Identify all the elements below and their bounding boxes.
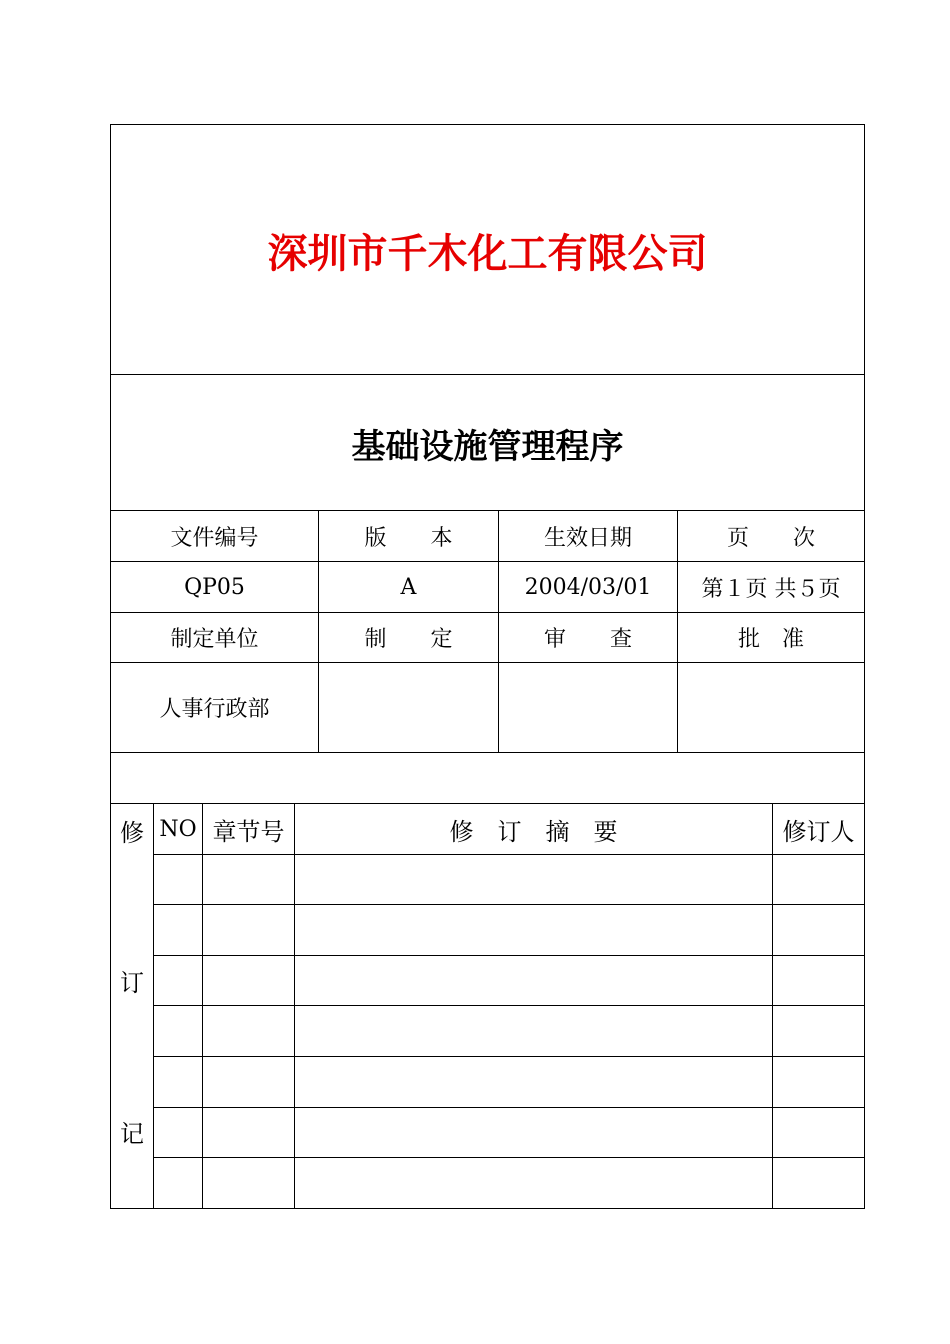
value-issuing-unit: 人事行政部 — [159, 697, 270, 722]
row-summary — [295, 1108, 772, 1157]
row-no — [154, 956, 202, 1005]
divider — [111, 752, 865, 753]
row-section — [203, 1108, 294, 1157]
header-section: 章节号 — [212, 817, 285, 846]
value-reviewed-by — [499, 663, 677, 752]
company-name: 深圳市千木化工有限公司 — [267, 230, 708, 277]
label-file-number: 文件编号 — [170, 525, 259, 551]
row-reviser — [773, 1108, 864, 1157]
row-no — [154, 855, 202, 904]
value-page: 第１页 共５页 — [701, 576, 841, 602]
border-right — [864, 124, 865, 1209]
row-no — [154, 1158, 202, 1208]
row-reviser — [773, 956, 864, 1005]
row-section — [203, 905, 294, 955]
value-version: A — [400, 574, 417, 600]
label-issuing-unit: 制定单位 — [170, 627, 259, 652]
row-summary — [295, 855, 772, 904]
side-label-revision-1: 修 — [120, 818, 144, 847]
label-prepared-by: 制 定 — [364, 627, 453, 652]
row-no — [154, 1006, 202, 1056]
label-approved-by: 批 准 — [737, 627, 804, 652]
label-reviewed-by: 审 查 — [543, 627, 632, 652]
value-effective-date: 2004/03/01 — [524, 574, 652, 600]
label-effective-date: 生效日期 — [543, 525, 632, 551]
row-summary — [295, 956, 772, 1005]
row-section — [203, 855, 294, 904]
header-no: NO — [159, 816, 197, 842]
row-summary — [295, 905, 772, 955]
side-label-revision-3: 记 — [120, 1119, 144, 1148]
border-bottom — [111, 1208, 865, 1209]
side-label-revision-2: 订 — [120, 968, 144, 997]
row-reviser — [773, 1158, 864, 1208]
row-section — [203, 956, 294, 1005]
row-no — [154, 1108, 202, 1157]
row-section — [203, 1057, 294, 1107]
row-summary — [295, 1158, 772, 1208]
row-reviser — [773, 855, 864, 904]
row-section — [203, 1006, 294, 1056]
header-summary: 修 订 摘 要 — [449, 817, 618, 846]
row-reviser — [773, 1006, 864, 1056]
row-reviser — [773, 905, 864, 955]
row-section — [203, 1158, 294, 1208]
value-file-number: QP05 — [184, 574, 245, 600]
row-summary — [295, 1057, 772, 1107]
value-prepared-by — [319, 663, 498, 752]
document-title: 基础设施管理程序 — [351, 426, 624, 467]
header-reviser: 修订人 — [782, 817, 855, 846]
row-no — [154, 905, 202, 955]
label-version: 版 本 — [364, 525, 453, 551]
label-page: 页 次 — [726, 525, 815, 551]
row-no — [154, 1057, 202, 1107]
row-reviser — [773, 1057, 864, 1107]
value-approved-by — [678, 663, 864, 752]
row-summary — [295, 1006, 772, 1056]
